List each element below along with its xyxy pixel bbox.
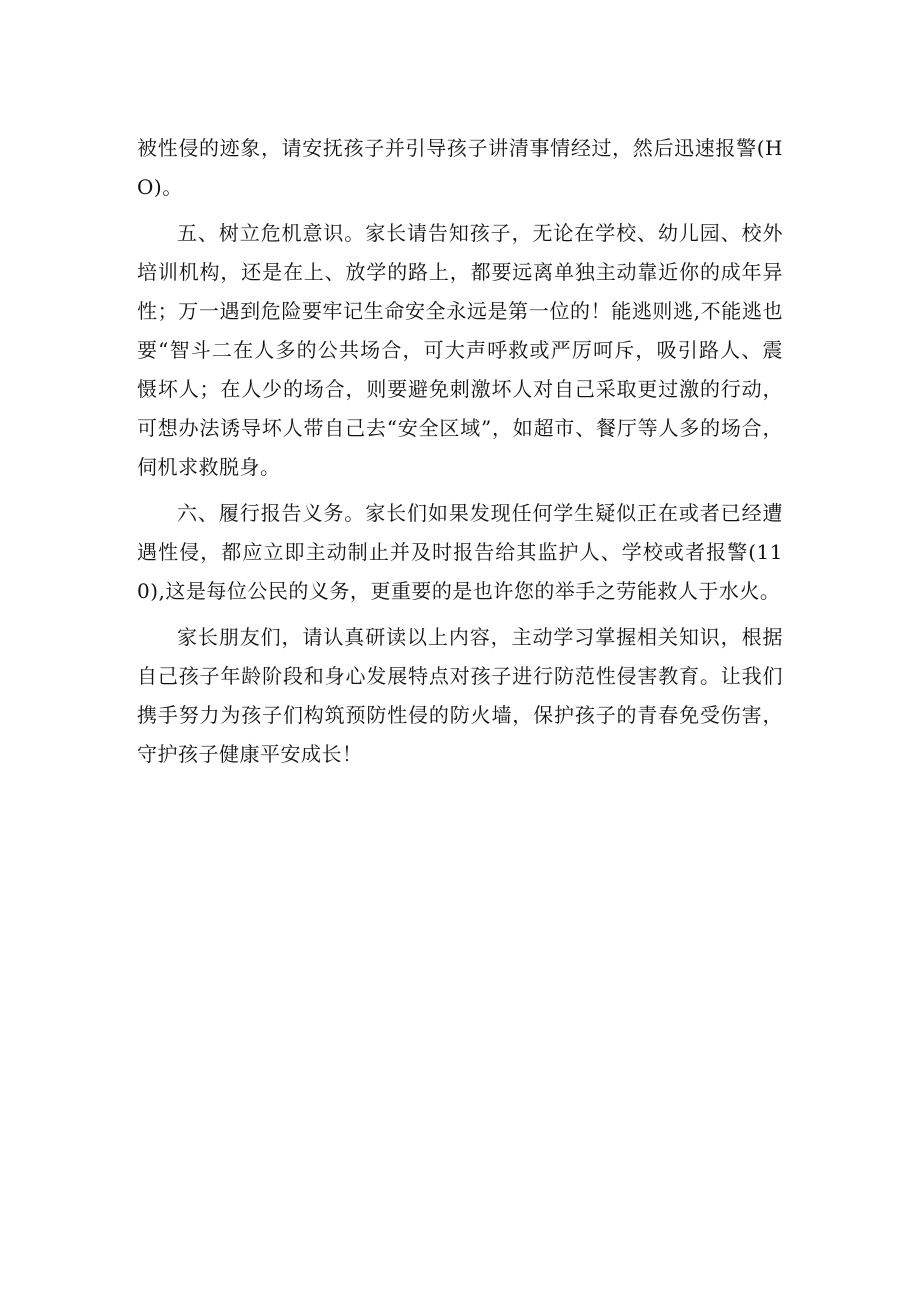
- paragraph-reporting-duty: 六、履行报告义务。家长们如果发现任何学生疑似正在或者已经遭遇性侵，都应立即主动制止并及时报告给其监护人、学校或者报警(110),这是每位公民的义务，更重要的是也许您的举手之劳能救人于水火。: [137, 501, 783, 603]
- document-body: [137, 129, 783, 781]
- paragraph-closing: 家长朋友们，请认真研读以上内容，主动学习掌握相关知识，根据自己孩子年龄阶段和身心发展特点对孩子进行防范性侵害教育。让我们携手努力为孩子们构筑预防性侵的防火墙，保护孩子的青春免受伤害，守护孩子健康平安成长！: [137, 625, 783, 766]
- paragraph-continuation: 被性侵的迹象，请安抚孩子并引导孩子讲清事情经过，然后迅速报警(HO)。: [137, 136, 783, 199]
- paragraph-crisis-awareness: 五、树立危机意识。家长请告知孩子，无论在学校、幼儿园、校外培训机构，还是在上、放学的路上，都要远离单独主动靠近你的成年异性；万一遇到危险要牢记生命安全永远是第一位的！能逃则逃,不能逃也要“智斗二在人多的公共场合，可大声呼救或严厉呵斥，吸引路人、震慑坏人；在人少的场合，则要避免刺激坏人对自己采取更过激的行动，可想办法诱导坏人带自己去“安全区域”，如超市、餐厅等人多的场合，伺机求救脱身。: [137, 221, 783, 479]
